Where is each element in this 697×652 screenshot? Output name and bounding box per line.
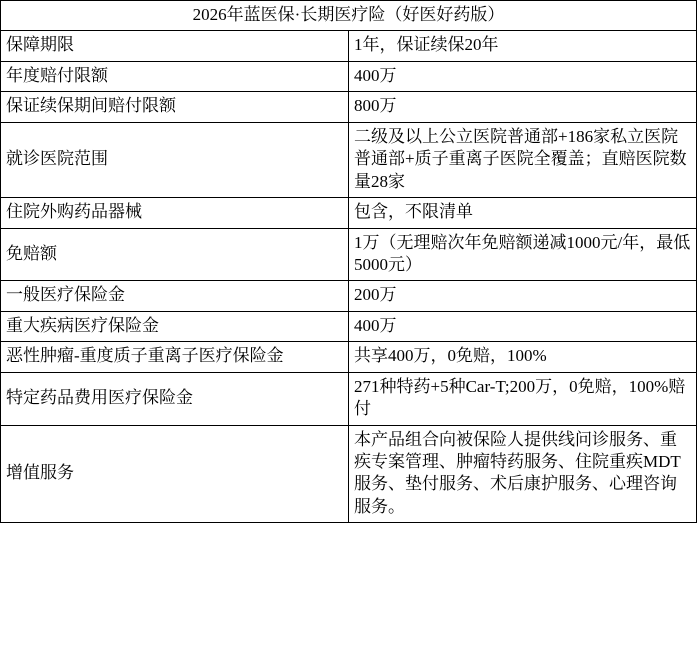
row-label: 重大疾病医疗保险金	[1, 311, 349, 341]
row-label: 年度赔付限额	[1, 61, 349, 91]
table-row	[1, 228, 697, 281]
page-title: 2026年蓝医保·长期医疗险（好医好药版）	[1, 1, 697, 31]
table-row	[1, 122, 697, 197]
row-label: 一般医疗保险金	[1, 281, 349, 311]
table-row	[1, 342, 697, 372]
row-value: 271种特药+5种Car-T;200万，0免赔，100%赔付	[349, 372, 697, 425]
row-value: 1万（无理赔次年免赔额递减1000元/年，最低5000元）	[349, 228, 697, 281]
row-label: 就诊医院范围	[1, 122, 349, 197]
table-row	[1, 31, 697, 61]
row-label: 恶性肿瘤-重度质子重离子医疗保险金	[1, 342, 349, 372]
row-value: 本产品组合向被保险人提供线问诊服务、重疾专案管理、肿瘤特药服务、住院重疾MDT服务、垫付服务、术后康护服务、心理咨询服务。	[349, 425, 697, 523]
row-label: 住院外购药品器械	[1, 198, 349, 228]
table-row	[1, 281, 697, 311]
table-row	[1, 311, 697, 341]
table-row	[1, 61, 697, 91]
row-label: 保证续保期间赔付限额	[1, 92, 349, 122]
table-row	[1, 372, 697, 425]
row-label: 免赔额	[1, 228, 349, 281]
row-value: 1年，保证续保20年	[349, 31, 697, 61]
row-value: 800万	[349, 92, 697, 122]
row-value: 400万	[349, 311, 697, 341]
table-title-row	[1, 1, 697, 31]
row-label: 增值服务	[1, 425, 349, 523]
table-row	[1, 198, 697, 228]
row-label: 保障期限	[1, 31, 349, 61]
row-value: 400万	[349, 61, 697, 91]
table-row	[1, 92, 697, 122]
row-value: 二级及以上公立医院普通部+186家私立医院普通部+质子重离子医院全覆盖；直赔医院数量28家	[349, 122, 697, 197]
row-value: 包含，不限清单	[349, 198, 697, 228]
row-value: 200万	[349, 281, 697, 311]
row-label: 特定药品费用医疗保险金	[1, 372, 349, 425]
row-value: 共享400万，0免赔，100%	[349, 342, 697, 372]
table-row	[1, 425, 697, 523]
